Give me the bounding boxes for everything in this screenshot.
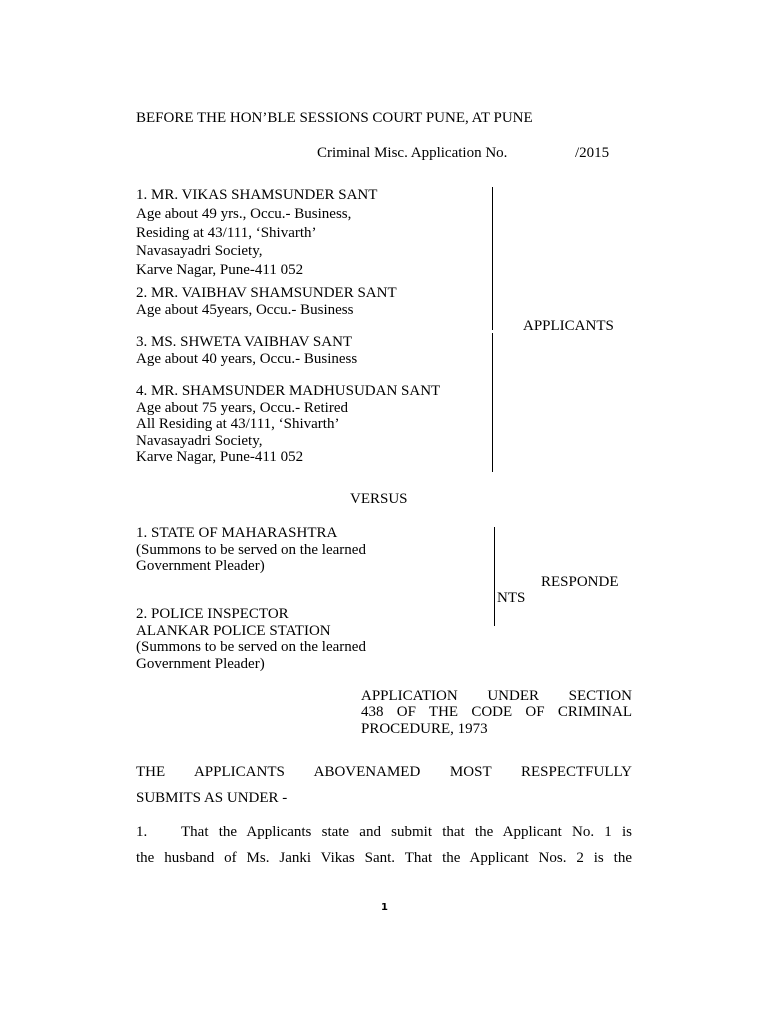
application-under-line3: PROCEDURE, 1973 <box>361 721 488 737</box>
application-year: /2015 <box>575 145 610 161</box>
paragraph-1-line1: That the Applicants state and submit that the Applicant No. 1 is <box>181 824 632 840</box>
applicant-4-block <box>136 383 440 466</box>
applicant-4-address: All Residing at 43/111, ‘Shivarth’ <box>136 416 340 432</box>
application-number-label: Criminal Misc. Application No. <box>317 145 508 161</box>
applicant-4-name: 4. MR. SHAMSUNDER MADHUSUDAN SANT <box>136 383 441 399</box>
submission-line1: THE APPLICANTS ABOVENAMED MOST RESPECTFULLY <box>136 764 632 780</box>
submission-line2: SUBMITS AS UNDER - <box>136 790 288 806</box>
applicant-1-society: Navasayadri Society, <box>136 243 263 260</box>
respondents-bracket <box>494 527 495 626</box>
application-under-line2: 438 OF THE CODE OF CRIMINAL <box>361 704 632 720</box>
applicants-label: APPLICANTS <box>523 318 614 334</box>
applicant-4-city: Karve Nagar, Pune-411 052 <box>136 449 304 465</box>
respondent-2-name: 2. POLICE INSPECTOR <box>136 606 289 622</box>
applicants-bracket-upper <box>492 187 493 330</box>
respondent-1-name: 1. STATE OF MAHARASHTRA <box>136 525 338 541</box>
respondent-2-summons: (Summons to be served on the learned <box>136 639 366 655</box>
applicant-1-block <box>136 186 377 280</box>
applicant-2-name: 2. MR. VAIBHAV SHAMSUNDER SANT <box>136 285 397 301</box>
applicant-3-block <box>136 334 357 367</box>
application-under-line1: APPLICATION UNDER SECTION <box>361 688 632 704</box>
applicant-1-address: Residing at 43/111, ‘Shivarth’ <box>136 224 317 241</box>
court-heading: BEFORE THE HON’BLE SESSIONS COURT PUNE, AT PUNE <box>136 110 533 126</box>
applicant-3-age: Age about 40 years, Occu.- Business <box>136 350 358 367</box>
respondent-2-block <box>136 606 366 672</box>
respondent-1-pleader: Government Pleader) <box>136 558 265 574</box>
respondent-1-block <box>136 525 366 575</box>
respondent-2-pleader: Government Pleader) <box>136 655 265 672</box>
applicant-4-society: Navasayadri Society, <box>136 432 263 449</box>
applicant-1-age: Age about 49 yrs., Occu.- Business, <box>136 205 352 222</box>
paragraph-1-number: 1. <box>136 824 148 840</box>
applicant-2-block <box>136 285 397 318</box>
applicant-1-city: Karve Nagar, Pune-411 052 <box>136 262 304 279</box>
page-number: 1 <box>381 902 388 913</box>
respondents-label-part2: NTS <box>497 590 526 606</box>
applicant-3-name: 3. MS. SHWETA VAIBHAV SANT <box>136 334 353 350</box>
applicant-4-age: Age about 75 years, Occu.- Retired <box>136 399 349 416</box>
applicant-1-name: 1. MR. VIKAS SHAMSUNDER SANT <box>136 187 378 203</box>
versus-heading: VERSUS <box>350 491 408 507</box>
applicants-bracket-lower <box>492 333 493 472</box>
applicant-2-age: Age about 45years, Occu.- Business <box>136 301 354 318</box>
paragraph-1-line2: the husband of Ms. Janki Vikas Sant. That the Applicant Nos. 2 is the <box>136 850 632 866</box>
respondents-label-part1: RESPONDE <box>541 574 619 590</box>
respondent-2-station: ALANKAR POLICE STATION <box>136 622 331 639</box>
respondent-1-summons: (Summons to be served on the learned <box>136 541 366 558</box>
